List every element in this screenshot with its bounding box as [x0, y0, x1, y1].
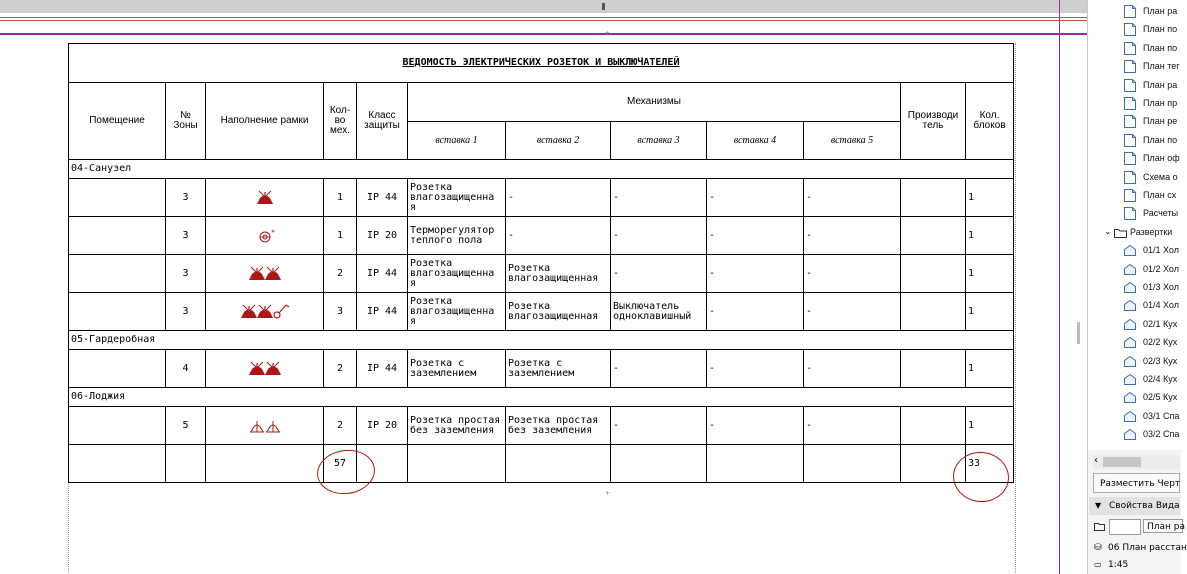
frame-symbol-icon: [206, 179, 324, 217]
red-guide-line: [0, 17, 1087, 18]
navigator-item-label: 01/2 Хол: [1143, 263, 1179, 274]
room-cell: [69, 293, 166, 331]
view-properties-label: Свойства Вида: [1109, 501, 1180, 511]
sheet-marker-bottom: +: [605, 490, 611, 497]
protection-class: IP 44: [357, 293, 408, 331]
empty-cell: [506, 445, 611, 483]
document-icon: [1124, 134, 1136, 149]
navigator-item-label: 02/2 Кух: [1143, 337, 1178, 348]
zone-row: [69, 331, 1014, 350]
insert-cell: -: [804, 293, 901, 331]
mech-count: 2: [324, 407, 357, 445]
schedule-title: ВЕДОМОСТЬ ЭЛЕКТРИЧЕСКИХ РОЗЕТОК И ВЫКЛЮЧАТЕЛЕЙ: [69, 44, 1014, 83]
insert-cell: -: [707, 293, 804, 331]
protection-class: IP 44: [357, 255, 408, 293]
insert-cell: -: [707, 407, 804, 445]
navigator-item-label: 02/3 Кух: [1143, 355, 1178, 366]
magenta-vertical-line: [1059, 0, 1060, 574]
view-id-field[interactable]: [1109, 519, 1141, 535]
navigator-item[interactable]: [1088, 58, 1181, 76]
header-mechanisms: Механизмы: [408, 83, 901, 122]
layers-icon: ⛁: [1094, 543, 1102, 553]
view-name-field[interactable]: План ра: [1143, 519, 1183, 533]
empty-cell: [206, 445, 324, 483]
navigator-item-label: 01/1 Хол: [1143, 245, 1179, 256]
insert-cell: -: [707, 217, 804, 255]
elevation-icon: [1124, 245, 1136, 258]
insert-cell: -: [611, 350, 707, 388]
folder-icon: [1114, 227, 1127, 240]
document-icon: [1124, 152, 1136, 167]
expand-arrow-icon[interactable]: ⌄: [1104, 225, 1112, 236]
header-zone: № Зоны: [166, 83, 206, 160]
protection-class: IP 20: [357, 407, 408, 445]
elevation-icon: [1124, 374, 1136, 387]
document-icon: [1124, 189, 1136, 204]
zone-number: 3: [166, 179, 206, 217]
room-cell: [69, 217, 166, 255]
scroll-left-icon[interactable]: ‹: [1094, 455, 1098, 466]
header-insert-4: вставка 4: [707, 122, 804, 160]
header-frame-fill: Наполнение рамки: [206, 83, 324, 160]
empty-cell: [408, 445, 506, 483]
magenta-guide-line: [0, 33, 1087, 35]
navigator-item-label: 01/4 Хол: [1143, 300, 1179, 311]
mech-count: 2: [324, 255, 357, 293]
navigator-tree: [1088, 0, 1181, 450]
insert-cell: Терморегулятор теплого пола: [408, 217, 506, 255]
document-icon: [1124, 79, 1136, 94]
table-row: [69, 217, 1014, 255]
blocks-count: 1: [966, 179, 1014, 217]
navigator-item-label: План ра: [1143, 79, 1178, 90]
elevation-icon: [1124, 429, 1136, 442]
scale-text: 1:45: [1108, 560, 1129, 570]
header-blocks: Кол. блоков: [966, 83, 1014, 160]
scale-icon: ▭: [1094, 560, 1102, 569]
insert-cell: -: [611, 255, 707, 293]
zone-number: 3: [166, 293, 206, 331]
elevation-icon: [1124, 319, 1136, 332]
elevation-icon: [1124, 411, 1136, 424]
navigator-item-label: 02/4 Кух: [1143, 374, 1178, 384]
red-guide-line: [0, 20, 1087, 21]
insert-cell: -: [804, 179, 901, 217]
header-insert-3: вставка 3: [611, 122, 707, 160]
navigator-item-label: 01/3 Хол: [1143, 282, 1179, 292]
total-count: 57: [324, 445, 357, 483]
zone-row: [69, 160, 1014, 179]
table-row: [69, 179, 1014, 217]
navigator-item[interactable]: [1088, 21, 1181, 39]
insert-cell: Розетка влагозащищенная: [506, 255, 611, 293]
room-cell: [69, 407, 166, 445]
navigator-item[interactable]: [1088, 316, 1181, 334]
navigator-item[interactable]: [1088, 40, 1181, 58]
navigator-item-label: 02/1 Кух: [1143, 318, 1178, 329]
zone-name: 05-Гардеробная: [69, 331, 1014, 350]
protection-class: IP 44: [357, 179, 408, 217]
sheet-marker-top: +: [605, 30, 611, 37]
navigator-item[interactable]: [1088, 187, 1181, 205]
view-name-row: [1089, 540, 1187, 556]
document-icon: [1124, 171, 1136, 186]
insert-cell: -: [804, 350, 901, 388]
navigator-item[interactable]: [1088, 389, 1181, 407]
insert-cell: -: [506, 179, 611, 217]
header-protection: Класс защиты: [357, 83, 408, 160]
header-insert-2: вставка 2: [506, 122, 611, 160]
total-blocks: 33: [966, 445, 1014, 483]
insert-cell: -: [804, 255, 901, 293]
navigator-item[interactable]: [1088, 169, 1181, 187]
zone-row: [69, 388, 1014, 407]
insert-cell: -: [707, 255, 804, 293]
place-drawing-button[interactable]: Разместить Черт: [1093, 473, 1180, 493]
folder-icon: [1094, 521, 1105, 531]
navigator-item[interactable]: [1088, 408, 1181, 426]
document-icon: [1124, 115, 1136, 130]
table-row: [69, 350, 1014, 388]
document-icon: [1124, 42, 1136, 57]
navigator-item[interactable]: [1088, 95, 1181, 113]
navigator-item-label: План оф: [1143, 153, 1180, 164]
navigator-item[interactable]: [1088, 3, 1181, 21]
insert-cell: -: [611, 179, 707, 217]
navigator-item-label: Схема о: [1143, 171, 1178, 182]
empty-cell: [707, 445, 804, 483]
blocks-count: 1: [966, 293, 1014, 331]
header-mech-count: Кол- во мех.: [324, 83, 357, 160]
table-row: [69, 293, 1014, 331]
insert-cell: Розетка влагозащищенна я: [408, 179, 506, 217]
navigator-item[interactable]: [1088, 371, 1181, 389]
zone-number: 3: [166, 255, 206, 293]
navigator-item-label: Расчеты: [1143, 208, 1179, 219]
document-icon: [1124, 60, 1136, 75]
elevation-icon: [1124, 300, 1136, 313]
navigator-item-label: 03/2 Спа: [1143, 429, 1180, 440]
mech-count: 3: [324, 293, 357, 331]
elevation-icon: [1124, 282, 1136, 295]
insert-cell: Розетка простая без заземления: [408, 407, 506, 445]
insert-cell: -: [707, 179, 804, 217]
manufacturer-cell: [901, 350, 966, 388]
zone-number: 5: [166, 407, 206, 445]
navigator-item-label: Развертки: [1130, 226, 1173, 237]
elevation-icon: [1124, 356, 1136, 369]
header-manufacturer: Производи тель: [901, 83, 966, 160]
insert-cell: Розетка влагозащищенна я: [408, 255, 506, 293]
insert-cell: Розетка влагозащищенная: [506, 293, 611, 331]
navigator-item[interactable]: [1088, 297, 1181, 315]
view-properties-header[interactable]: [1089, 497, 1180, 515]
protection-class: IP 20: [357, 217, 408, 255]
frame-symbol-icon: [206, 217, 324, 255]
empty-cell: [804, 445, 901, 483]
insert-cell: Розетка влагозащищенна я: [408, 293, 506, 331]
insert-cell: Розетка с заземлением: [408, 350, 506, 388]
header-insert-1: вставка 1: [408, 122, 506, 160]
insert-cell: Розетка с заземлением: [506, 350, 611, 388]
mech-count: 1: [324, 217, 357, 255]
room-cell: [69, 350, 166, 388]
blocks-count: 1: [966, 255, 1014, 293]
collapse-triangle-icon[interactable]: ▼: [1095, 501, 1102, 510]
navigator-item-label: План сх: [1143, 190, 1177, 200]
splitter-handle[interactable]: [1077, 322, 1080, 344]
elevation-icon: [1124, 337, 1136, 350]
frame-symbol-icon: [206, 293, 324, 331]
manufacturer-cell: [901, 293, 966, 331]
zone-number: 3: [166, 217, 206, 255]
scale-row: [1089, 557, 1180, 573]
elevation-icon: [1124, 264, 1136, 277]
zone-name: 06-Лоджия: [69, 388, 1014, 407]
canvas-top-scrollbar[interactable]: [0, 0, 1087, 13]
insert-cell: Выключатель одноклавишный: [611, 293, 707, 331]
table-row: [69, 255, 1014, 293]
insert-cell: -: [506, 217, 611, 255]
view-properties-row: [1089, 518, 1186, 536]
insert-cell: -: [804, 407, 901, 445]
navigator-item[interactable]: [1088, 132, 1181, 150]
document-icon: [1124, 207, 1136, 222]
schedule-table: [68, 43, 1014, 483]
protection-class: IP 44: [357, 350, 408, 388]
navigator-item[interactable]: [1088, 205, 1181, 223]
blocks-count: 1: [966, 350, 1014, 388]
elevation-icon: [1124, 392, 1136, 405]
navigator-item-label: План по: [1143, 134, 1178, 145]
navigator-item-label: План тег: [1143, 61, 1180, 72]
totals-row: [69, 445, 1014, 483]
document-icon: [1124, 23, 1136, 38]
navigator-item[interactable]: [1088, 334, 1181, 352]
insert-cell: -: [707, 350, 804, 388]
room-cell: [69, 255, 166, 293]
room-cell: [69, 179, 166, 217]
navigator-item[interactable]: [1088, 426, 1181, 444]
insert-cell: -: [611, 407, 707, 445]
navigator-item-label: 02/5 Кух: [1143, 392, 1178, 403]
document-icon: [1124, 5, 1136, 20]
insert-cell: -: [804, 217, 901, 255]
blocks-count: 1: [966, 407, 1014, 445]
navigator-item-label: План ра: [1143, 6, 1178, 16]
document-icon: [1124, 97, 1136, 112]
header-room: Помещение: [69, 83, 166, 160]
blocks-count: 1: [966, 217, 1014, 255]
mech-count: 2: [324, 350, 357, 388]
frame-symbol-icon: [206, 255, 324, 293]
scroll-knob[interactable]: [602, 3, 605, 10]
navigator-item-label: План пр: [1143, 98, 1178, 108]
manufacturer-cell: [901, 179, 966, 217]
empty-cell: [611, 445, 707, 483]
navigator-item[interactable]: [1088, 77, 1181, 95]
zone-name: 04-Санузел: [69, 160, 1014, 179]
navigator-item[interactable]: [1088, 261, 1181, 279]
scroll-thumb[interactable]: [1103, 457, 1141, 467]
manufacturer-cell: [901, 407, 966, 445]
navigator-item-label: План ре: [1143, 116, 1178, 127]
manufacturer-cell: [901, 217, 966, 255]
navigator-item-label: 03/1 Спа: [1143, 410, 1180, 421]
navigator-item[interactable]: [1088, 242, 1181, 260]
manufacturer-cell: [901, 255, 966, 293]
navigator-item[interactable]: [1088, 279, 1181, 297]
navigator-item[interactable]: [1088, 113, 1181, 131]
table-row: [69, 407, 1014, 445]
navigator-item-label: План по: [1143, 24, 1178, 35]
view-name-text: 06 План расстан: [1108, 543, 1187, 553]
empty-cell: [69, 445, 166, 483]
navigator-item-label: План по: [1143, 42, 1178, 53]
insert-cell: Розетка простая без заземления: [506, 407, 611, 445]
mech-count: 1: [324, 179, 357, 217]
header-insert-5: вставка 5: [804, 122, 901, 160]
navigator-item[interactable]: [1088, 353, 1181, 371]
navigator-item[interactable]: [1088, 224, 1181, 242]
zone-number: 4: [166, 350, 206, 388]
frame-symbol-icon: [206, 407, 324, 445]
navigator-item[interactable]: [1088, 150, 1181, 168]
insert-cell: -: [611, 217, 707, 255]
navigator-hscrollbar[interactable]: [1093, 455, 1180, 469]
frame-symbol-icon: [206, 350, 324, 388]
empty-cell: [166, 445, 206, 483]
